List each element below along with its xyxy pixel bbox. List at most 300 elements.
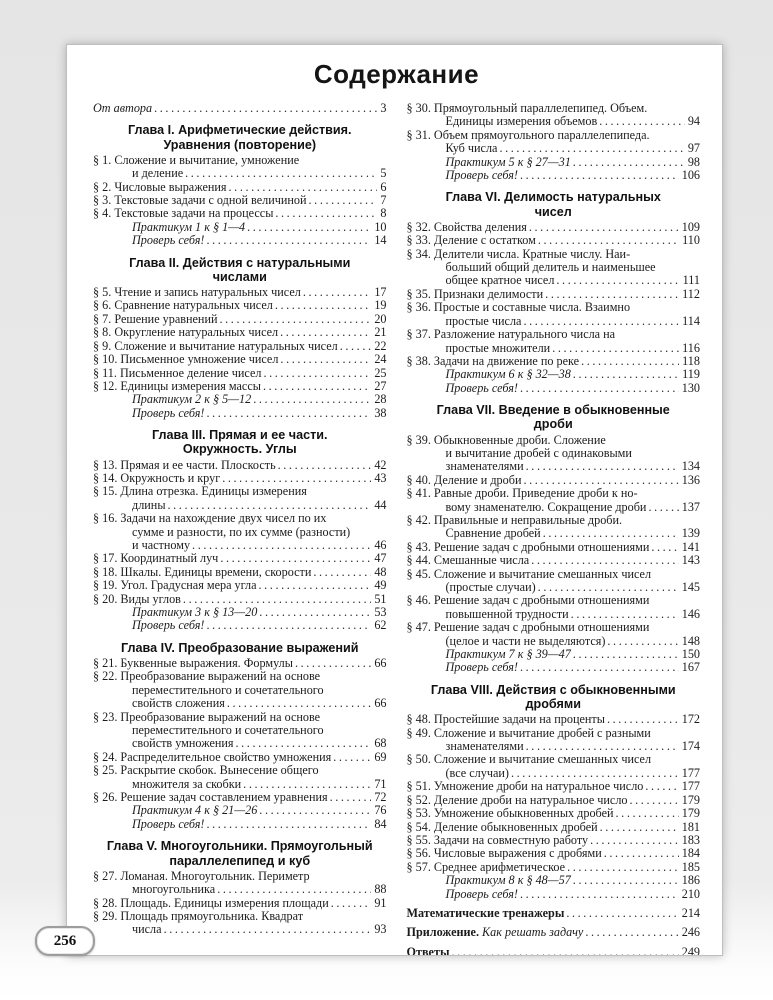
toc-entry-text: Практикум 3 к § 13—20 — [132, 605, 258, 619]
toc-page-number: 88 — [374, 882, 387, 897]
dot-leader — [227, 697, 371, 710]
toc-entry-line — [407, 301, 701, 314]
toc-entry-line — [93, 870, 387, 883]
dot-leader — [600, 821, 679, 834]
toc-page-number: 181 — [681, 819, 700, 834]
toc-entry-line — [93, 286, 387, 299]
toc-entry-line — [407, 434, 701, 447]
toc-entry-text: § 42. Правильные и неправильные дроби. — [406, 512, 623, 527]
dot-leader — [604, 847, 679, 860]
toc-entry-text: § 7. Решение уравнений — [93, 311, 218, 326]
dot-leader — [154, 102, 377, 115]
dot-leader — [526, 740, 679, 753]
dot-leader — [275, 299, 371, 312]
toc-entry-text: § 1. Сложение и вычитание, умножение — [93, 152, 300, 167]
toc-entry-text: и вычитание дробей с одинаковыми — [445, 445, 632, 460]
toc-page-number: 48 — [374, 564, 387, 579]
toc-page-number: 110 — [682, 233, 700, 248]
dot-leader — [451, 946, 678, 956]
dot-leader — [556, 274, 679, 287]
toc-entry-line — [93, 459, 387, 472]
toc-entry-line — [407, 581, 701, 594]
dot-leader — [206, 407, 371, 420]
toc-page-number: 24 — [374, 352, 387, 367]
toc-page-number: 28 — [374, 392, 387, 407]
chapter-heading — [93, 428, 387, 456]
dot-leader — [567, 861, 679, 874]
chapter-heading-line: Глава V. Многоугольники. Прямоугольный — [106, 839, 373, 854]
toc-entry-line — [407, 767, 701, 780]
toc-entry — [93, 512, 387, 552]
dot-leader — [253, 393, 371, 406]
toc-page-number: 172 — [681, 712, 700, 727]
toc-entry-text: § 6. Сравнение натуральных чисел — [93, 298, 273, 313]
toc-page-number: 51 — [374, 591, 387, 606]
toc-page-number: 46 — [374, 537, 387, 552]
toc-page-number: 17 — [374, 285, 387, 300]
toc-entry-line — [407, 861, 701, 874]
toc-entry-text: § 40. Деление и дроби — [406, 472, 522, 487]
toc-entry — [407, 847, 701, 860]
toc-entry — [93, 870, 387, 897]
toc-entry — [93, 181, 387, 194]
toc-page-number: 210 — [681, 886, 700, 901]
dot-leader — [526, 460, 679, 473]
toc-entry-line — [407, 115, 701, 128]
toc-entry — [93, 791, 387, 804]
toc-entry-line — [93, 499, 387, 512]
toc-entry-text: § 53. Умножение обыкновенных дробей — [406, 806, 614, 821]
chapter-heading-line: Глава I. Арифметические действия. — [128, 123, 352, 138]
dot-leader — [247, 221, 371, 234]
dot-leader — [607, 635, 678, 648]
toc-entry-text: Куб числа — [445, 141, 498, 156]
dot-leader — [520, 169, 679, 182]
toc-entry-text: множителя за скобки — [132, 776, 242, 791]
toc-entry-line — [407, 368, 701, 381]
toc-page-number: 94 — [687, 114, 700, 129]
dot-leader — [590, 834, 679, 847]
dot-leader — [499, 142, 684, 155]
toc-entry-line — [93, 883, 387, 896]
dot-leader — [222, 472, 371, 485]
toc-entry-text: повышенной трудности — [445, 606, 569, 621]
toc-page-number: 111 — [682, 273, 700, 288]
toc-entry-text: знаменателями — [445, 739, 524, 754]
toc-entry-text: Проверь себя! — [132, 618, 205, 633]
toc-entry-line — [93, 353, 387, 366]
chapter-heading-line: дроби — [533, 417, 573, 432]
toc-page-number: 114 — [682, 313, 700, 328]
dot-leader — [185, 167, 377, 180]
toc-page-number: 143 — [681, 553, 700, 568]
toc-entry-text: § 37. Разложение натурального числа на — [406, 327, 616, 342]
toc-page-number: 130 — [681, 380, 700, 395]
toc-entry — [93, 579, 387, 592]
toc-page-number: 69 — [374, 749, 387, 764]
toc-entry — [407, 248, 701, 288]
toc-entry-line — [407, 382, 701, 395]
toc-entry — [93, 154, 387, 181]
toc-entry-text: Проверь себя! — [132, 233, 205, 248]
dot-leader — [520, 382, 679, 395]
toc-entry — [93, 234, 387, 247]
dot-leader — [523, 474, 678, 487]
toc-entry-text: § 16. Задачи на нахождение двух чисел по их — [93, 511, 327, 526]
toc-entry-line — [407, 447, 701, 460]
toc-entry — [407, 907, 701, 920]
toc-entry-text: (простые случаи) — [445, 580, 536, 594]
chapter-heading — [93, 839, 387, 867]
toc-entry-text: § 52. Деление дроби на натуральное число — [406, 792, 628, 807]
toc-entry — [407, 554, 701, 567]
toc-entry-line — [407, 541, 701, 554]
toc-entry-line — [93, 764, 387, 777]
toc-entry-line — [407, 713, 701, 726]
toc-entry — [93, 818, 387, 831]
toc-entry-text: свойств умножения — [132, 736, 234, 751]
toc-entry-line — [93, 167, 387, 180]
dot-leader — [538, 234, 679, 247]
toc-entry — [93, 367, 387, 380]
toc-entry — [93, 353, 387, 366]
toc-entry-line — [93, 923, 387, 936]
dot-leader — [607, 713, 679, 726]
toc-page-number: 21 — [374, 325, 387, 340]
toc-entry-line — [93, 657, 387, 670]
dot-leader — [263, 367, 371, 380]
toc-entry-line — [93, 670, 387, 683]
toc-entry-line — [407, 780, 701, 793]
toc-entry — [407, 926, 701, 939]
toc-entry-line — [93, 539, 387, 552]
toc-entry-line — [407, 648, 701, 661]
toc-entry — [407, 328, 701, 355]
toc-entry-line — [93, 207, 387, 220]
dot-leader — [520, 888, 679, 901]
dot-leader — [573, 874, 679, 887]
toc-entry-line — [407, 315, 701, 328]
toc-entry-text: § 41. Равные дроби. Приведение дроби к но- — [406, 486, 638, 501]
toc-entry-line — [407, 594, 701, 607]
toc-entry-text: числа — [132, 922, 162, 937]
toc-entry-line — [407, 487, 701, 500]
toc-entry-line — [93, 579, 387, 592]
toc-entry — [407, 301, 701, 328]
toc-column-left — [93, 102, 387, 956]
toc-entry-text: § 55. Задачи на совместную работу — [406, 832, 589, 847]
chapter-heading-line: числами — [212, 269, 267, 284]
dot-leader — [573, 156, 685, 169]
toc-page-number: 10 — [374, 219, 387, 234]
dot-leader — [220, 313, 372, 326]
toc-entry — [407, 861, 701, 874]
toc-entry — [407, 648, 701, 661]
toc-entry-text: § 44. Смешанные числа — [406, 553, 530, 568]
dot-leader — [164, 923, 372, 936]
toc-entry — [407, 713, 701, 726]
dot-leader — [330, 791, 372, 804]
toc-entry-text: § 47. Решение задач с дробными отношениями — [406, 620, 650, 635]
toc-entry-text: § 27. Ломаная. Многоугольник. Периметр — [93, 868, 310, 883]
toc-entry — [93, 566, 387, 579]
toc-entry-text: Практикум 2 к § 5—12 — [132, 392, 252, 407]
dot-leader — [531, 554, 679, 567]
toc-entry — [407, 234, 701, 247]
toc-entry — [407, 874, 701, 887]
dot-leader — [511, 767, 679, 780]
toc-entry — [407, 156, 701, 169]
dot-leader — [259, 606, 371, 619]
dot-leader — [616, 807, 679, 820]
toc-entry-line — [407, 355, 701, 368]
toc-entry-line — [407, 807, 701, 820]
toc-page-number: 118 — [682, 353, 700, 368]
dot-leader — [303, 286, 371, 299]
toc-page-number: 184 — [681, 846, 700, 861]
chapter-heading-line: Глава VI. Делимость натуральных — [445, 190, 661, 205]
toc-entry — [93, 897, 387, 910]
toc-entry-line — [93, 154, 387, 167]
toc-page-number: 167 — [681, 660, 700, 675]
toc-entry-text: сумме и разности, по их сумме (разности) — [132, 524, 351, 539]
dot-leader — [651, 541, 678, 554]
toc-entry — [93, 380, 387, 393]
dot-leader — [545, 288, 679, 301]
toc-entry — [407, 368, 701, 381]
chapter-heading — [93, 256, 387, 284]
toc-entry — [407, 102, 701, 129]
toc-entry-text: § 49. Сложение и вычитание дробей с разными — [406, 725, 651, 740]
toc-page-number: 134 — [681, 459, 700, 474]
toc-entry — [407, 807, 701, 820]
toc-page-number: 43 — [374, 470, 387, 485]
toc-page-number: 146 — [681, 606, 700, 621]
toc-entry-text: многоугольника — [132, 882, 216, 897]
toc-entry-line — [407, 874, 701, 887]
toc-columns — [93, 102, 700, 956]
toc-page-number: 116 — [682, 340, 700, 355]
toc-entry-text: § 3. Текстовые задачи с одной величиной — [93, 193, 307, 208]
toc-entry-line — [93, 619, 387, 632]
toc-page-number: 112 — [682, 286, 700, 301]
toc-page-number: 47 — [374, 551, 387, 566]
dot-leader — [168, 499, 372, 512]
toc-entry — [93, 751, 387, 764]
toc-entry — [93, 910, 387, 937]
toc-entry-text: Проверь себя! — [445, 886, 518, 901]
toc-page-number: 20 — [374, 311, 387, 326]
toc-entry-text: § 25. Раскрытие скобок. Вынесение общего — [93, 763, 319, 778]
dot-leader — [278, 459, 372, 472]
toc-entry-text: § 9. Сложение и вычитание натуральных чисел — [93, 338, 338, 353]
toc-entry — [93, 340, 387, 353]
toc-entry-text: переместительного и сочетательного — [132, 682, 324, 697]
toc-entry — [93, 606, 387, 619]
toc-entry — [93, 221, 387, 234]
toc-entry — [407, 434, 701, 474]
toc-entry-text: § 54. Деление обыкновенных дробей — [406, 819, 598, 834]
toc-entry-text: § 10. Письменное умножение чисел — [93, 352, 279, 367]
book-page — [66, 44, 723, 956]
toc-page-number: 5 — [380, 166, 387, 181]
toc-entry-text: § 45. Сложение и вычитание смешанных чисел — [406, 566, 652, 581]
toc-page-number: 42 — [374, 457, 387, 472]
toc-page-number: 19 — [374, 298, 387, 313]
toc-entry-text: § 22. Преобразование выражений на основе — [93, 669, 321, 684]
toc-entry-text: § 5. Чтение и запись натуральных чисел — [93, 285, 301, 300]
toc-entry — [93, 459, 387, 472]
toc-entry-line — [407, 142, 701, 155]
toc-entry — [93, 657, 387, 670]
toc-entry — [407, 288, 701, 301]
dot-leader — [229, 181, 378, 194]
toc-entry — [93, 102, 387, 115]
toc-entry — [93, 552, 387, 565]
toc-entry-text: § 17. Координатный луч — [93, 551, 219, 566]
toc-page-number: 177 — [681, 765, 700, 780]
toc-entry-line — [93, 552, 387, 565]
toc-entry-line — [93, 512, 387, 525]
dot-leader — [263, 380, 371, 393]
toc-page-number: 49 — [374, 578, 387, 593]
toc-entry-text: § 2. Числовые выражения — [93, 179, 227, 194]
dot-leader — [280, 326, 371, 339]
toc-page-number: 139 — [681, 526, 700, 541]
toc-entry-line — [407, 288, 701, 301]
dot-leader — [206, 619, 371, 632]
dot-leader — [217, 883, 371, 896]
toc-entry — [93, 393, 387, 406]
toc-entry-line — [407, 328, 701, 341]
chapter-heading — [407, 403, 701, 431]
toc-page-number: 68 — [374, 736, 387, 751]
toc-entry-line — [407, 169, 701, 182]
toc-page-number: 6 — [380, 179, 387, 194]
chapter-heading-line: Глава VII. Введение в обыкновенные — [436, 403, 670, 418]
toc-entry-line — [407, 474, 701, 487]
toc-entry-line — [407, 129, 701, 142]
toc-page-number: 119 — [682, 367, 700, 382]
toc-entry-line — [93, 751, 387, 764]
toc-entry-text: знаменателями — [445, 459, 524, 474]
dot-leader — [571, 608, 679, 621]
toc-entry-text: § 39. Обыкновенные дроби. Сложение — [406, 432, 606, 447]
toc-entry-text: § 28. Площадь. Единицы измерения площади — [93, 895, 329, 910]
toc-entry-line — [93, 593, 387, 606]
toc-page-number: 137 — [681, 499, 700, 514]
toc-entry-text: § 34. Делители числа. Кратные числу. Наи- — [406, 246, 631, 261]
toc-entry-text: Практикум 1 к § 1—4 — [132, 219, 246, 234]
toc-entry-line — [93, 778, 387, 791]
toc-entry-text: Практикум 4 к § 21—26 — [132, 803, 258, 818]
toc-entry — [407, 834, 701, 847]
toc-entry — [93, 207, 387, 220]
dot-leader — [331, 897, 372, 910]
toc-entry-line — [93, 102, 387, 115]
toc-entry-line — [407, 460, 701, 473]
dot-leader — [566, 907, 678, 920]
toc-page-number: 72 — [374, 790, 387, 805]
toc-page-number: 136 — [681, 472, 700, 487]
toc-entry-text: § 43. Решение задач с дробными отношениями — [406, 539, 650, 554]
toc-entry-line — [407, 821, 701, 834]
toc-entry — [407, 727, 701, 754]
toc-entry — [407, 888, 701, 901]
toc-page-number: 145 — [681, 580, 700, 594]
toc-entry-line — [407, 568, 701, 581]
toc-entry — [93, 407, 387, 420]
toc-entry-line — [407, 261, 701, 274]
toc-entry — [407, 221, 701, 234]
toc-entry-text: общее кратное чисел — [445, 273, 555, 288]
dot-leader — [259, 804, 371, 817]
dot-leader — [192, 539, 371, 552]
dot-leader — [313, 566, 371, 579]
toc-entry-text: Практикум 5 к § 27—31 — [445, 154, 571, 169]
toc-entry — [407, 474, 701, 487]
toc-entry-text: (целое и части не выделяются) — [445, 633, 606, 648]
toc-entry-text: § 48. Простейшие задачи на проценты — [406, 712, 605, 727]
toc-entry — [93, 313, 387, 326]
toc-entry-text: § 18. Шкалы. Единицы времени, скорости — [93, 564, 312, 579]
toc-entry-line — [93, 737, 387, 750]
toc-entry — [407, 780, 701, 793]
page-content — [67, 45, 722, 956]
toc-entry-line — [407, 342, 701, 355]
toc-entry-line — [407, 635, 701, 648]
toc-page-number: 84 — [374, 816, 387, 831]
italic-segment: Как решать задачу — [482, 925, 584, 940]
toc-page-number: 141 — [681, 539, 700, 554]
toc-entry-text: § 46. Решение задач с дробными отношениями — [406, 593, 650, 608]
toc-entry-line — [93, 380, 387, 393]
toc-entry-text: § 50. Сложение и вычитание смешанных чисел — [406, 752, 652, 767]
toc-entry-text: Ответы — [406, 944, 450, 956]
toc-entry-line — [93, 299, 387, 312]
toc-entry-text: простые множители — [445, 340, 551, 355]
toc-page-number: 44 — [374, 497, 387, 512]
toc-entry-line — [407, 102, 701, 115]
toc-page-number: 25 — [374, 365, 387, 380]
toc-entry-line — [407, 221, 701, 234]
toc-page-number: 66 — [374, 656, 387, 671]
toc-entry-line — [93, 724, 387, 737]
toc-page-number: 27 — [374, 378, 387, 393]
toc-entry-line — [407, 907, 701, 920]
toc-entry-line — [93, 340, 387, 353]
toc-page-number: 7 — [380, 193, 387, 208]
toc-entry — [407, 594, 701, 621]
toc-entry-text: § 8. Округление натуральных чисел — [93, 325, 279, 340]
page-number: 256 — [53, 932, 77, 949]
toc-entry-line — [93, 697, 387, 710]
chapter-heading — [93, 641, 387, 655]
dot-leader — [538, 581, 679, 594]
toc-entry-text: Практикум 6 к § 32—38 — [445, 367, 571, 382]
toc-entry-text: Единицы измерения объемов — [445, 114, 598, 129]
toc-page-number: 71 — [374, 776, 387, 791]
toc-entry-line — [93, 221, 387, 234]
toc-entry-line — [93, 194, 387, 207]
toc-entry-line — [407, 834, 701, 847]
toc-page-number: 66 — [374, 696, 387, 711]
toc-entry — [407, 621, 701, 648]
dot-leader — [206, 818, 371, 831]
toc-entry-line — [407, 156, 701, 169]
toc-entry-text: простые числа — [445, 313, 522, 328]
dot-leader — [573, 648, 679, 661]
